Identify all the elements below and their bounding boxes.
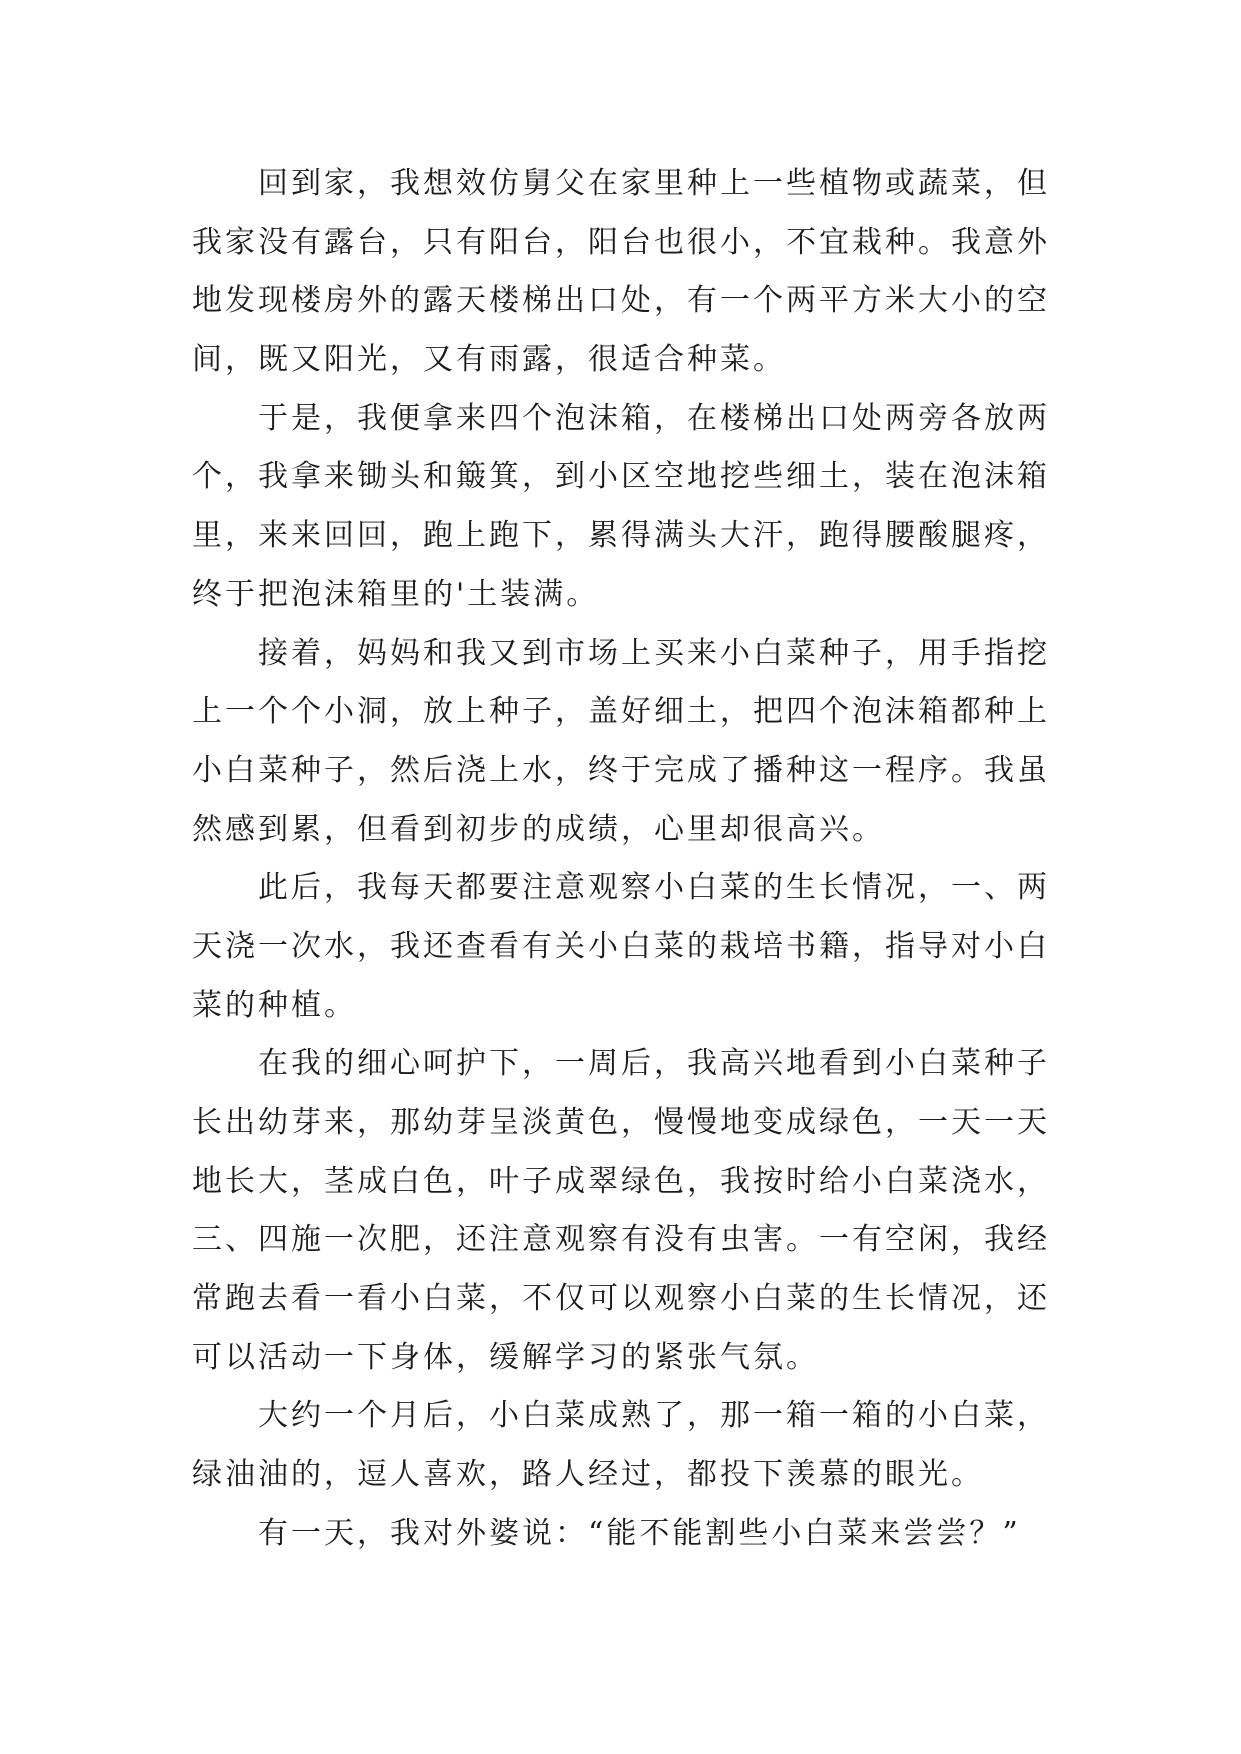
text-line: 于是，我便拿来四个泡沫箱，在楼梯出口处两旁各放两 [258, 400, 1050, 436]
text-line: 地长大，茎成白色，叶子成翠绿色，我按时给小白菜浇水， [192, 1163, 1050, 1199]
paragraph-6 [192, 1387, 1050, 1504]
text-line: 小白菜种子，然后浇上水，终于完成了播种这一程序。我虽 [192, 752, 1050, 788]
text-line: 绿油油的，逗人喜欢，路人经过，都投下羡慕的眼光。 [192, 1457, 984, 1493]
text-line: 天浇一次水，我还查看有关小白菜的栽培书籍，指导对小白 [192, 928, 1050, 964]
text-line: 间，既又阳光，又有雨露，很适合种菜。 [192, 342, 786, 378]
paragraph-5 [192, 1035, 1050, 1387]
paragraph-1 [192, 155, 1050, 390]
text-line: 在我的细心呵护下，一周后，我高兴地看到小白菜种子 [258, 1046, 1050, 1082]
text-line: 个，我拿来锄头和簸箕，到小区空地挖些细土，装在泡沫箱 [192, 459, 1050, 495]
text-line: 终于把泡沫箱里的'土装满。 [192, 576, 600, 612]
text-line: 菜的种植。 [192, 987, 357, 1023]
document-body [192, 155, 1050, 1564]
text-line: 我家没有露台，只有阳台，阳台也很小，不宜栽种。我意外 [192, 224, 1050, 260]
paragraph-7 [192, 1505, 1050, 1564]
text-line: 有一天，我对外婆说：“能不能割些小白菜来尝尝？” [258, 1515, 1021, 1551]
text-line: 回到家，我想效仿舅父在家里种上一些植物或蔬菜，但 [258, 166, 1050, 201]
text-line: 上一个个小洞，放上种子，盖好细土，把四个泡沫箱都种上 [192, 694, 1050, 730]
paragraph-2 [192, 390, 1050, 625]
text-line: 三、四施一次肥，还注意观察有没有虫害。一有空闲，我经 [192, 1222, 1050, 1258]
text-line: 地发现楼房外的露天楼梯出口处，有一个两平方米大小的空 [192, 283, 1050, 319]
text-line: 大约一个月后，小白菜成熟了，那一箱一箱的小白菜， [258, 1398, 1050, 1434]
text-line: 此后，我每天都要注意观察小白菜的生长情况，一、两 [258, 870, 1050, 906]
text-line: 里，来来回回，跑上跑下，累得满头大汗，跑得腰酸腿疼， [192, 518, 1050, 554]
paragraph-3 [192, 625, 1050, 860]
text-line: 常跑去看一看小白菜，不仅可以观察小白菜的生长情况，还 [192, 1281, 1050, 1317]
text-line: 长出幼芽来，那幼芽呈淡黄色，慢慢地变成绿色，一天一天 [192, 1105, 1050, 1140]
paragraph-4 [192, 859, 1050, 1035]
text-line: 接着，妈妈和我又到市场上买来小白菜种子，用手指挖 [258, 635, 1050, 671]
text-line: 然感到累，但看到初步的成绩，心里却很高兴。 [192, 811, 885, 847]
text-line: 可以活动一下身体，缓解学习的紧张气氛。 [192, 1339, 819, 1375]
